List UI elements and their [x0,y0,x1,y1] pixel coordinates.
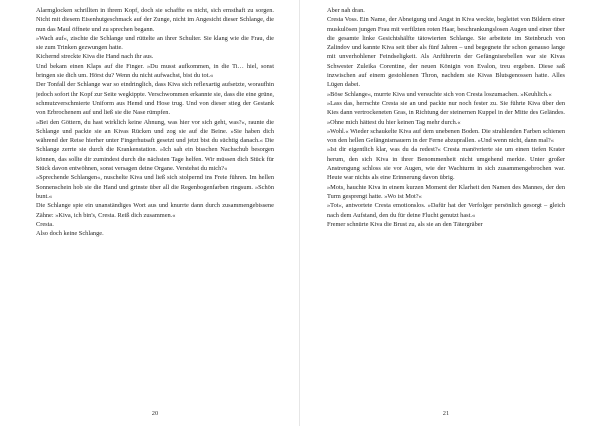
book-gutter [299,0,300,426]
right-paragraph: »Ist dir eigentlich klar, was du da redest?« Cresta manövrierte sie um einen tiefen Krater herum, den sich Kiva in ihrer Benommenheit nicht umgehend merkte. Unter großer Anstrengung schloss sie vor Augen, wie der Wachturm in sich zusammengebrochen war. Heute war nichts als eine Erinnerung davon übrig. [327,146,565,182]
left-paragraph: Cresta. [36,220,54,228]
left-paragraph: Kichernd streckte Kiva die Hand nach ihr aus. [36,53,154,61]
right-paragraph: »Böse Schlange«, murrte Kiva und versuchte sich von Cresta loszumachen. »Keuhlich.« [327,90,552,98]
left-paragraph: »Bei den Göttern, du hast wirklich keine Ahnung, was hier vor sich geht, was?«, raunte die Schlange und packte sie an Kivas Rücken und zog sie auf die Beine. »Sie haben dich während der Reise hierher unter Fingerhutsaft gesetzt und jetzt bist du süchtig danach.« Die Schlange zerrte sie durch die Krankenstation. »Ich sah ein bisschen Nachschub besorgen können, das sollte dir zumindest durch die nächsten Tage helfen. Wir müssen dich Stück für Stück davon entwöhnen, sonst versagen deine Organe. Verstehst du mich?« [36,118,274,173]
left-page-body [36,6,274,404]
left-paragraph: »Wach auf«, zischte die Schlange und rüttelte an ihrer Schulter. Sie klang wie die Frau, die sie zum Trinken gezwungen hatte. [36,34,274,52]
right-paragraph: »Mots, hauchte Kiva in einem kurzen Moment der Klarheit den Namen des Mannes, der den Turm gesprengt hatte. »Wo ist Mot?« [327,183,565,200]
right-paragraph: Fremer schnürte Kiva die Brust zu, als sie an den Tätergräber [327,220,483,228]
left-paragraph: Die Schlange spie ein unanständiges Wort aus und knurrte dann durch zusammengebissene Zähne: »Kiva, ich bin's, Cresta. Reiß dich zusammen.« [36,202,274,219]
right-paragraph: »Tot«, antwortete Cresta emotionslos. »Dafür hat der Verfolger persönlich gesorgt – gleich nach dem Aufstand, den du für deine Flucht genutzt hast.« [327,202,565,219]
left-paragraph: Also doch keine Schlange. [36,230,104,238]
right-paragraph: »Wohl.« Wieder schaukelte Kiva auf dem unebenen Boden. Die strahlenden Farben schienen von den hellen Gefängnismauern in der Ferne abzuprallen. »Und wenn nicht, dann mal?« [327,127,565,145]
left-paragraph: Und bekam einen Klaps auf die Finger. »Du musst aufkommen, in die Ti… hiel, sonst bringen sie dich um. Hörst du? Wenn du nicht aufwachst, bist du tot.« [36,62,274,80]
left-paragraph: Alarmglocken schrillten in ihrem Kopf, doch sie schaffte es nicht, sich ernsthaft zu sorgen. Nicht mit diesem Eisenhutgeschmack auf der Zunge, nicht im Angesicht dieser Schlange, die nun das Maul öffnete und zu sprechen begann. [36,7,274,33]
right-page-number: 21 [442,410,450,417]
right-page-body [327,6,565,404]
right-paragraph: Cresta Voss. Ein Name, der Abneigung und Angst in Kiva weckte, begleitet von Bildern einer muskulösen jungen Frau mit verfilzten roten Haar, beschrankungslosen Augen und einer über die gesamte linke Gesichtshälfte tätowierten Schlange. Sie arbeitete im Steinbruch von Zalindov und kannte Kiva seit über als fünf Jahren – und begegnete ihr schon genauso lange mit unverhohlener Feindseligkeit. Als Anführerin der Gefängnisrebellen war sie Kivas Schwester Zuleika Corentine, der neuen Königin von Evalon, treu ergeben. Diese saß inzwischen auf einem gestohlenen Thron, nachdem sie Kivas Blutsgenossen hatte. Alles Lügen dabei. [327,16,565,89]
right-paragraph: »Lass das, herrschte Cresta sie an und packte nur noch fester zu. Sie führte Kiva über den Kies dann vertrockeneten Gras, in Richtung der steinernen Kuppel in der Mitte des Geländes. »Ohne mich hättest du hier keinen Tag mehr durch.« [327,99,565,126]
left-page-number: 20 [151,410,159,417]
right-paragraph: Aber nah dran. [327,7,365,14]
left-paragraph: »Sprechende Schlangen«, nuschelte Kiva und ließ sich stolpernd ins Freie führen. Im hellen Sonnenschein hob sie die Hand und grinste über all die Regenbogenfarben ringsum. »Schön bunt.« [36,174,274,200]
left-paragraph: Der Tonfall der Schlange war so eindringlich, dass Kiva sich reflexartig aufsetzte, woraufhin jedoch sofort ihr Kopf zur Seite wegkippte. Verschwommen erkannte sie, dass die eine grüne, schmutzverschmierte Uniform aus Hemd und Hose trug. Und von dieser stieg der Gestank von Erbrochenem auf und ließ sie die Nase rümpfen. [36,81,274,117]
